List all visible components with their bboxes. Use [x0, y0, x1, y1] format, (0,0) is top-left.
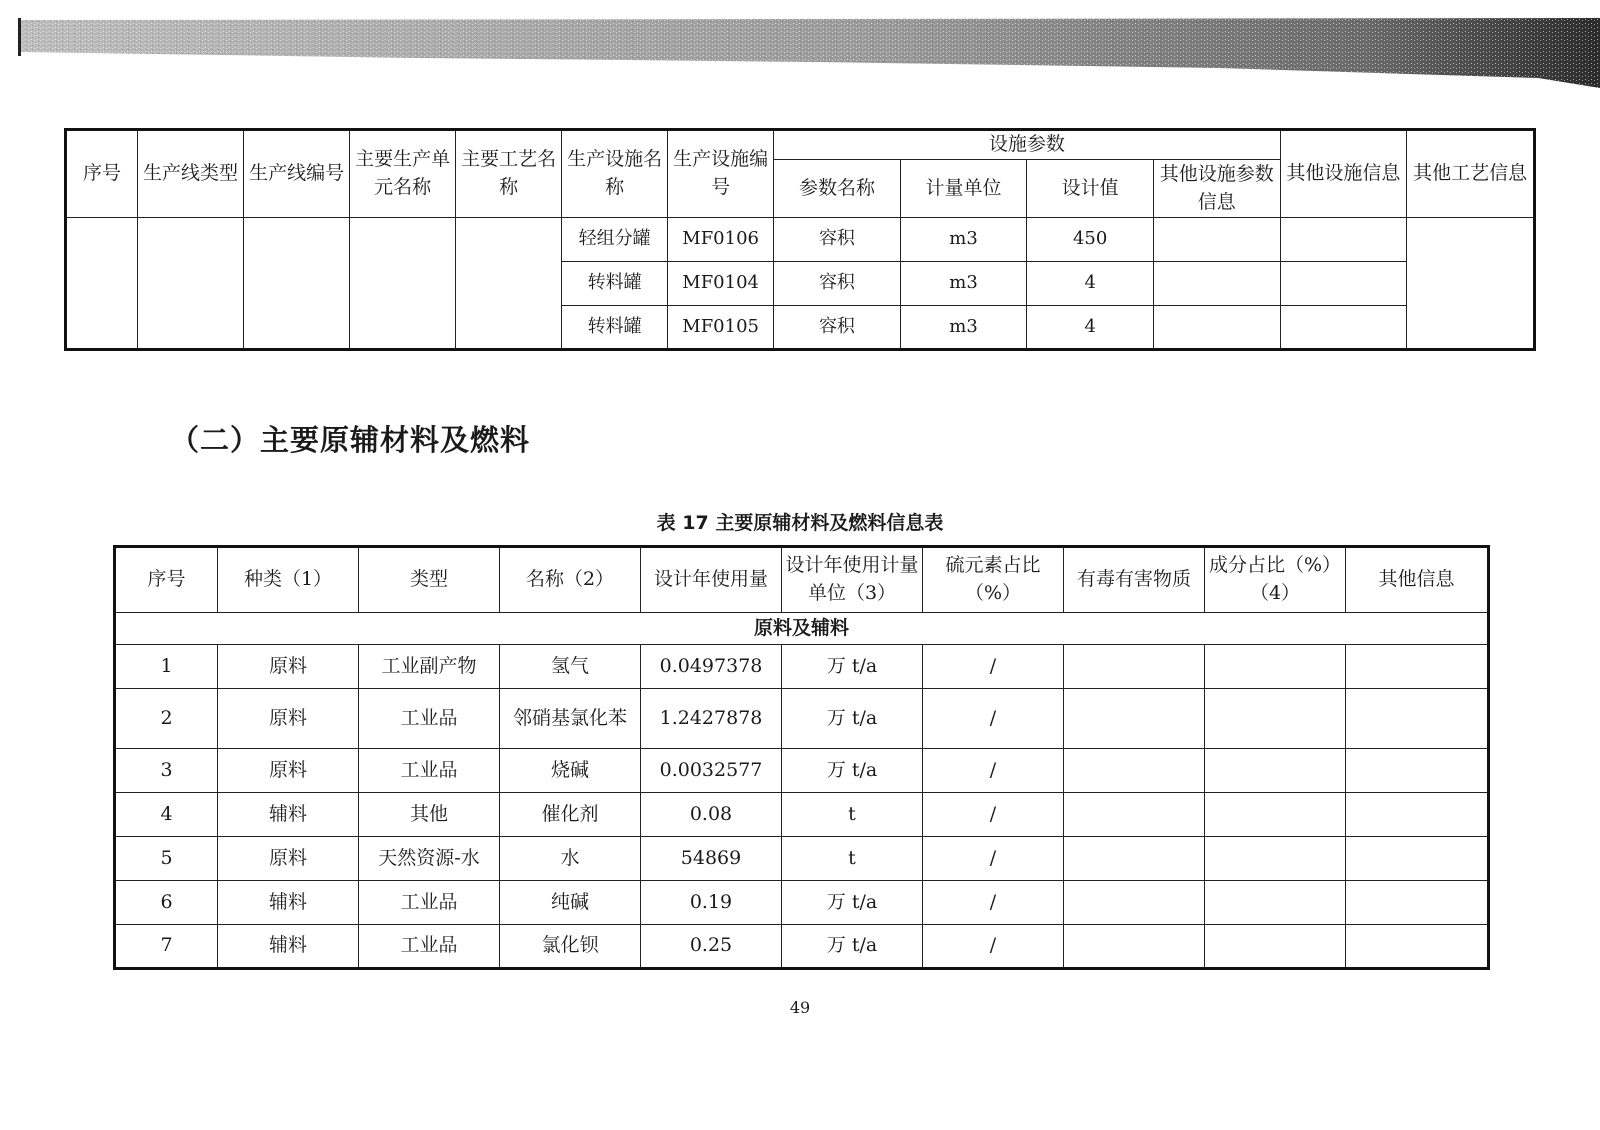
cell-other — [1346, 925, 1489, 969]
cell-kind: 辅料 — [218, 925, 359, 969]
cell-seq: 1 — [115, 645, 218, 689]
cell-sulfur: / — [923, 881, 1064, 925]
cell-facility-code: MF0104 — [668, 262, 774, 306]
header-annual-use: 设计年使用量 — [641, 547, 782, 613]
cell-kind: 原料 — [218, 689, 359, 749]
cell-toxic — [1064, 793, 1205, 837]
header-other: 其他信息 — [1346, 547, 1489, 613]
cell-kind: 辅料 — [218, 881, 359, 925]
cell-name: 纯碱 — [500, 881, 641, 925]
cell-unit-name — [350, 218, 456, 350]
cell-sulfur: / — [923, 793, 1064, 837]
cell-design-value: 450 — [1027, 218, 1154, 262]
cell-composition — [1205, 749, 1346, 793]
cell-other-facility — [1280, 306, 1407, 350]
cell-other-params — [1153, 262, 1280, 306]
cell-other — [1346, 837, 1489, 881]
table-row — [115, 645, 1489, 689]
cell-seq: 4 — [115, 793, 218, 837]
cell-unit: 万 t/a — [782, 689, 923, 749]
cell-annual-use: 0.08 — [641, 793, 782, 837]
header-facility-code: 生产设施编号 — [668, 130, 774, 218]
table-row — [115, 881, 1489, 925]
header-toxic: 有毒有害物质 — [1064, 547, 1205, 613]
cell-seq: 7 — [115, 925, 218, 969]
cell-facility-code: MF0105 — [668, 306, 774, 350]
cell-unit: t — [782, 793, 923, 837]
cell-name: 水 — [500, 837, 641, 881]
page-number: 49 — [789, 998, 811, 1017]
cell-other — [1346, 645, 1489, 689]
header-composition: 成分占比（%）（4） — [1205, 547, 1346, 613]
cell-composition — [1205, 689, 1346, 749]
cell-other-facility — [1280, 262, 1407, 306]
header-design-value: 设计值 — [1027, 160, 1154, 218]
header-process-name: 主要工艺名称 — [456, 130, 562, 218]
cell-annual-use: 1.2427878 — [641, 689, 782, 749]
cell-seq: 2 — [115, 689, 218, 749]
cell-process-name — [456, 218, 562, 350]
header-params-group: 设施参数 — [774, 130, 1280, 160]
header-kind: 种类（1） — [218, 547, 359, 613]
cell-annual-use: 54869 — [641, 837, 782, 881]
cell-composition — [1205, 925, 1346, 969]
cell-line-code — [244, 218, 350, 350]
cell-type: 工业品 — [359, 689, 500, 749]
header-seq: 序号 — [66, 130, 138, 218]
cell-kind: 辅料 — [218, 793, 359, 837]
table-row — [115, 749, 1489, 793]
cell-kind: 原料 — [218, 749, 359, 793]
cell-sulfur: / — [923, 645, 1064, 689]
cell-unit: 万 t/a — [782, 925, 923, 969]
cell-kind: 原料 — [218, 837, 359, 881]
cell-type: 其他 — [359, 793, 500, 837]
cell-unit: 万 t/a — [782, 881, 923, 925]
header-unit: 计量单位 — [900, 160, 1027, 218]
cell-facility-code: MF0106 — [668, 218, 774, 262]
cell-name: 邻硝基氯化苯 — [500, 689, 641, 749]
cell-type: 工业品 — [359, 749, 500, 793]
header-param-name: 参数名称 — [774, 160, 901, 218]
header-facility-name: 生产设施名称 — [562, 130, 668, 218]
cell-annual-use: 0.19 — [641, 881, 782, 925]
cell-toxic — [1064, 645, 1205, 689]
cell-unit: m3 — [900, 262, 1027, 306]
table-row — [66, 218, 1535, 262]
cell-composition — [1205, 881, 1346, 925]
cell-sulfur: / — [923, 689, 1064, 749]
cell-other — [1346, 689, 1489, 749]
cell-sulfur: / — [923, 925, 1064, 969]
cell-facility-name: 转料罐 — [562, 262, 668, 306]
cell-other — [1346, 749, 1489, 793]
table-row — [115, 689, 1489, 749]
cell-toxic — [1064, 689, 1205, 749]
header-other-facility: 其他设施信息 — [1280, 130, 1407, 218]
cell-sulfur: / — [923, 837, 1064, 881]
section-heading: （二）主要原辅材料及燃料 — [170, 423, 531, 457]
cell-type: 工业副产物 — [359, 645, 500, 689]
cell-kind: 原料 — [218, 645, 359, 689]
cell-other — [1346, 793, 1489, 837]
header-line-code: 生产线编号 — [244, 130, 350, 218]
header-annual-unit: 设计年使用计量单位（3） — [782, 547, 923, 613]
cell-other-params — [1153, 218, 1280, 262]
cell-facility-name: 转料罐 — [562, 306, 668, 350]
cell-name: 氯化钡 — [500, 925, 641, 969]
cell-design-value: 4 — [1027, 306, 1154, 350]
table-caption: 表 17 主要原辅材料及燃料信息表 — [656, 512, 944, 534]
scan-header-band — [18, 18, 1600, 88]
header-other-params: 其他设施参数信息 — [1153, 160, 1280, 218]
cell-unit: m3 — [900, 218, 1027, 262]
cell-sulfur: / — [923, 749, 1064, 793]
materials-table — [113, 545, 1490, 970]
cell-annual-use: 0.0497378 — [641, 645, 782, 689]
facility-parameter-table — [64, 128, 1536, 351]
cell-composition — [1205, 793, 1346, 837]
cell-toxic — [1064, 881, 1205, 925]
cell-toxic — [1064, 925, 1205, 969]
cell-annual-use: 0.0032577 — [641, 749, 782, 793]
header-unit-name: 主要生产单元名称 — [350, 130, 456, 218]
cell-type: 工业品 — [359, 881, 500, 925]
cell-param-name: 容积 — [774, 262, 901, 306]
header-seq: 序号 — [115, 547, 218, 613]
cell-other-params — [1153, 306, 1280, 350]
cell-unit: m3 — [900, 306, 1027, 350]
cell-other — [1346, 881, 1489, 925]
cell-name: 氢气 — [500, 645, 641, 689]
cell-seq — [66, 218, 138, 350]
table-row — [115, 837, 1489, 881]
cell-line-type — [138, 218, 244, 350]
cell-design-value: 4 — [1027, 262, 1154, 306]
cell-facility-name: 轻组分罐 — [562, 218, 668, 262]
group-label: 原料及辅料 — [115, 613, 1489, 645]
header-sulfur: 硫元素占比（%） — [923, 547, 1064, 613]
cell-unit: 万 t/a — [782, 749, 923, 793]
cell-type: 工业品 — [359, 925, 500, 969]
cell-unit: t — [782, 837, 923, 881]
table-row — [115, 925, 1489, 969]
cell-param-name: 容积 — [774, 218, 901, 262]
cell-toxic — [1064, 837, 1205, 881]
cell-param-name: 容积 — [774, 306, 901, 350]
cell-seq: 6 — [115, 881, 218, 925]
cell-seq: 3 — [115, 749, 218, 793]
cell-name: 烧碱 — [500, 749, 641, 793]
cell-type: 天然资源-水 — [359, 837, 500, 881]
cell-seq: 5 — [115, 837, 218, 881]
cell-composition — [1205, 837, 1346, 881]
cell-unit: 万 t/a — [782, 645, 923, 689]
cell-name: 催化剂 — [500, 793, 641, 837]
cell-other-facility — [1280, 218, 1407, 262]
header-type: 类型 — [359, 547, 500, 613]
cell-toxic — [1064, 749, 1205, 793]
cell-other-process — [1407, 218, 1535, 350]
header-name: 名称（2） — [500, 547, 641, 613]
cell-annual-use: 0.25 — [641, 925, 782, 969]
cell-composition — [1205, 645, 1346, 689]
table-row — [115, 793, 1489, 837]
header-other-process: 其他工艺信息 — [1407, 130, 1535, 218]
header-line-type: 生产线类型 — [138, 130, 244, 218]
